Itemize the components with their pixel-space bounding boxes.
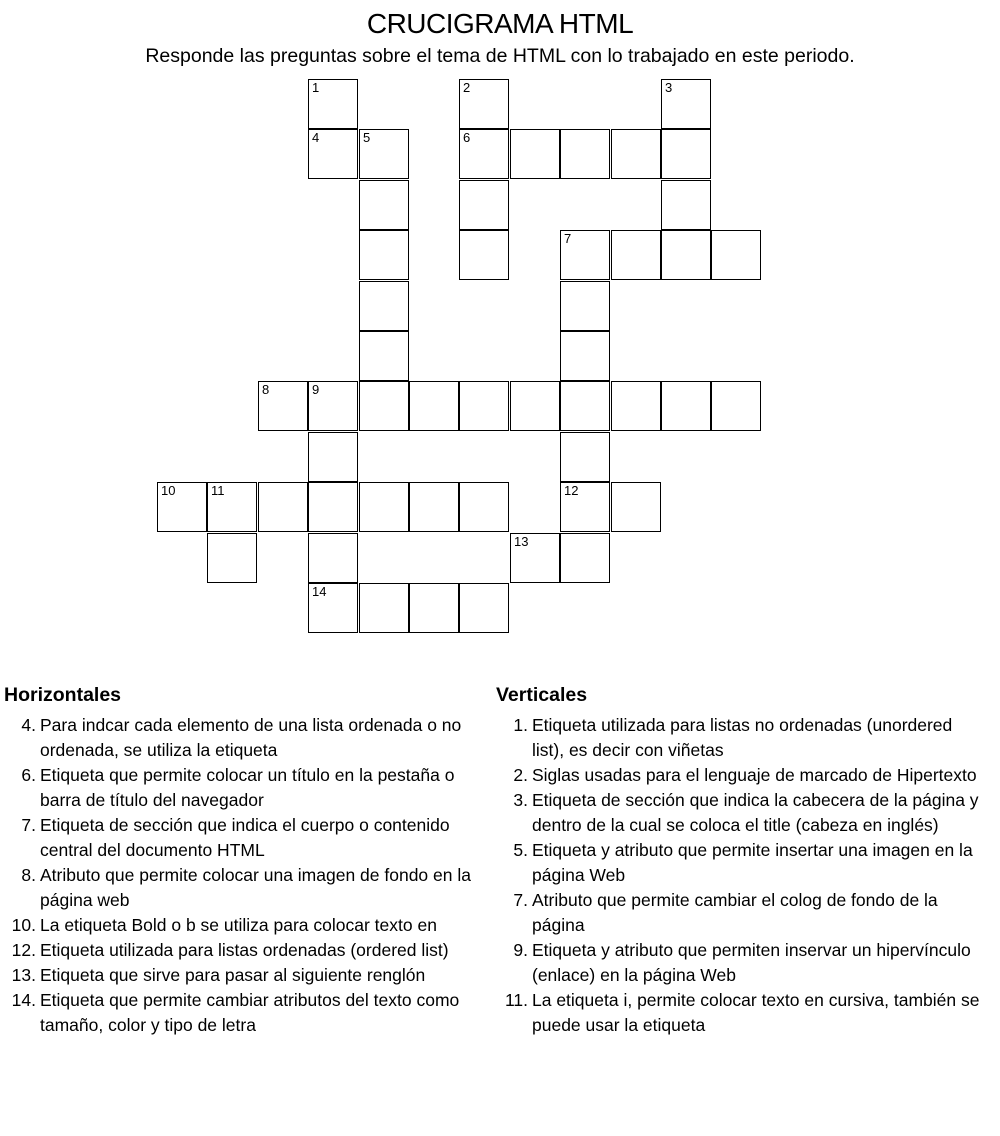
clue-item — [4, 813, 474, 863]
clue-number: 14. — [11, 990, 36, 1010]
cell-number: 2 — [463, 80, 471, 95]
clue-text: Atributo que permite colocar una imagen de fondo en la página web — [40, 865, 471, 910]
clue-number: 12. — [11, 940, 36, 960]
clue-item — [4, 863, 474, 913]
clue-item — [4, 913, 474, 938]
clue-number: 4. — [21, 715, 36, 735]
cell-number: 12 — [564, 483, 579, 498]
crossword-cell[interactable] — [661, 180, 711, 230]
clue-number: 11. — [504, 990, 528, 1010]
clue-text: Etiqueta que sirve para pasar al siguiente renglón — [40, 965, 426, 985]
crossword-cell[interactable] — [560, 533, 610, 583]
clue-number: 6. — [21, 765, 36, 785]
crossword-cell[interactable] — [661, 230, 711, 280]
clue-number: 3. — [513, 790, 528, 810]
clue-text: Etiqueta de sección que indica el cuerpo o contenido central del documento HTML — [40, 815, 450, 860]
clue-number: 9. — [513, 940, 528, 960]
clue-number: 8. — [21, 865, 36, 885]
crossword-cell[interactable] — [409, 482, 459, 532]
cell-number: 7 — [564, 231, 572, 246]
clue-text: Etiqueta que permite cambiar atributos del texto como tamaño, color y tipo de letra — [40, 990, 460, 1035]
clue-number: 2. — [513, 765, 528, 785]
clue-number: 1. — [513, 715, 528, 735]
clue-text: Etiqueta y atributo que permiten inservar un hipervínculo (enlace) en la página Web — [532, 940, 971, 985]
cell-number: 1 — [312, 80, 320, 95]
crossword-cell[interactable] — [308, 583, 358, 633]
crossword-cell[interactable] — [308, 533, 358, 583]
clue-item — [496, 888, 986, 938]
clue-item — [496, 988, 986, 1038]
crossword-cell[interactable] — [459, 583, 509, 633]
clue-text: Atributo que permite cambiar el colog de fondo de la página — [532, 890, 938, 935]
crossword-cell[interactable] — [611, 381, 661, 431]
crossword-cell[interactable] — [611, 230, 661, 280]
crossword-cell[interactable] — [359, 482, 409, 532]
page-subtitle: Responde las preguntas sobre el tema de HTML con lo trabajado en este periodo. — [145, 45, 855, 67]
cell-number: 14 — [312, 584, 327, 599]
clue-number: 7. — [21, 815, 36, 835]
vertical-clues — [496, 684, 986, 1038]
clue-item — [496, 713, 986, 763]
crossword-cell[interactable] — [560, 381, 610, 431]
crossword-cell[interactable] — [459, 180, 509, 230]
crossword-cell[interactable] — [207, 533, 257, 583]
crossword-cell[interactable] — [459, 482, 509, 532]
crossword-cell[interactable] — [258, 381, 308, 431]
crossword-cell[interactable] — [359, 180, 409, 230]
crossword-cell[interactable] — [308, 129, 358, 179]
page-title: CRUCIGRAMA HTML — [366, 8, 634, 39]
crossword-cell[interactable] — [560, 281, 610, 331]
crossword-cell[interactable] — [409, 583, 459, 633]
clue-item — [4, 963, 474, 988]
crossword-cell[interactable] — [661, 129, 711, 179]
crossword-cell[interactable] — [661, 381, 711, 431]
horizontal-clues — [4, 684, 474, 1038]
vertical-heading: Verticales — [496, 684, 588, 706]
crossword-cell[interactable] — [510, 381, 560, 431]
clue-item — [496, 938, 986, 988]
crossword-cell[interactable] — [459, 230, 509, 280]
clue-text: Etiqueta utilizada para listas ordenadas (ordered list) — [40, 940, 449, 960]
crossword-cell[interactable] — [409, 381, 459, 431]
clue-item — [4, 988, 474, 1038]
clue-item — [496, 838, 986, 888]
crossword-cell[interactable] — [560, 432, 610, 482]
clue-text: Para indcar cada elemento de una lista ordenada o no ordenada, se utiliza la etiqueta — [40, 715, 462, 760]
cell-number: 4 — [312, 130, 320, 145]
cell-number: 8 — [262, 382, 270, 397]
crossword-cell[interactable] — [359, 331, 409, 381]
clue-number: 5. — [513, 840, 528, 860]
clue-item — [4, 938, 474, 963]
clue-number: 7. — [513, 890, 528, 910]
crossword-cell[interactable] — [510, 533, 560, 583]
clue-text: Siglas usadas para el lenguaje de marcado de Hipertexto — [532, 765, 977, 785]
clue-text: La etiqueta Bold o b se utiliza para colocar texto en — [40, 915, 437, 935]
clue-item — [4, 763, 474, 813]
crossword-cell[interactable] — [661, 79, 711, 129]
cell-number: 5 — [363, 130, 371, 145]
crossword-cell[interactable] — [459, 129, 509, 179]
clue-text: Etiqueta utilizada para listas no ordenadas (unordered list), es decir con viñetas — [532, 715, 953, 760]
crossword-cell[interactable] — [359, 381, 409, 431]
clue-text: Etiqueta de sección que indica la cabecera de la página y dentro de la cual se coloca el title (cabeza en inglés) — [532, 790, 979, 835]
clue-item — [496, 763, 986, 788]
crossword-cell[interactable] — [711, 381, 761, 431]
crossword-cell[interactable] — [308, 79, 358, 129]
cell-number: 6 — [463, 130, 471, 145]
crossword-cell[interactable] — [157, 482, 207, 532]
cell-number: 3 — [665, 80, 673, 95]
clue-text: La etiqueta i, permite colocar texto en cursiva, también se puede usar la etiqueta — [532, 990, 980, 1035]
crossword-cell[interactable] — [207, 482, 257, 532]
crossword-cell[interactable] — [459, 79, 509, 129]
clue-item — [4, 713, 474, 763]
crossword-cell[interactable] — [308, 482, 358, 532]
crossword-cell[interactable] — [359, 583, 409, 633]
clue-item — [496, 788, 986, 838]
crossword-cell[interactable] — [359, 129, 409, 179]
crossword-cell[interactable] — [459, 381, 509, 431]
clue-text: Etiqueta y atributo que permite insertar una imagen en la página Web — [532, 840, 973, 885]
crossword-cell[interactable] — [258, 482, 308, 532]
crossword-cell[interactable] — [560, 482, 610, 532]
crossword-cell[interactable] — [359, 281, 409, 331]
crossword-cell[interactable] — [560, 230, 610, 280]
cell-number: 10 — [161, 483, 176, 498]
cell-number: 9 — [312, 382, 320, 397]
crossword-cell[interactable] — [308, 381, 358, 431]
crossword-cell[interactable] — [611, 129, 661, 179]
crossword-cell[interactable] — [711, 230, 761, 280]
crossword-cell[interactable] — [560, 129, 610, 179]
crossword-cell[interactable] — [359, 230, 409, 280]
crossword-cell[interactable] — [308, 432, 358, 482]
clue-number: 13. — [11, 965, 36, 985]
crossword-cell[interactable] — [510, 129, 560, 179]
cell-number: 11 — [211, 483, 225, 498]
crossword-cell[interactable] — [560, 331, 610, 381]
cell-number: 13 — [514, 534, 529, 549]
clue-number: 10. — [11, 915, 36, 935]
horizontal-heading: Horizontales — [4, 684, 122, 706]
clue-text: Etiqueta que permite colocar un título en la pestaña o barra de título del navegador — [40, 765, 455, 810]
crossword-cell[interactable] — [611, 482, 661, 532]
